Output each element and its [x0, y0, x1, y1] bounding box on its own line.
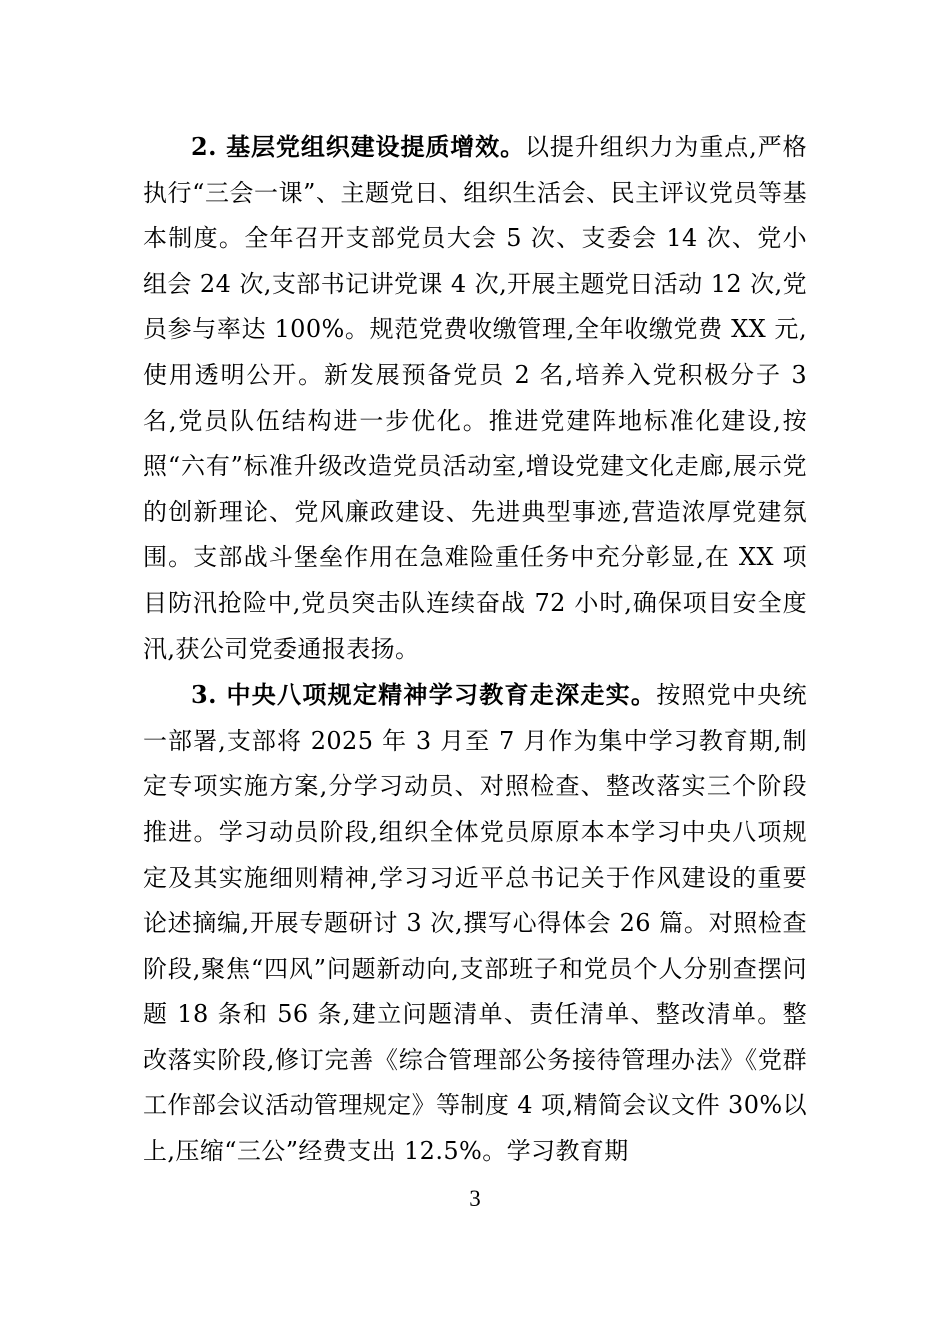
paragraph-text: 按照党中央统一部署,支部将 2025 年 3 月至 7 月作为集中学习教育期,制定专项实施方案,分学习动员、对照检查、整改落实三个阶段推进。学习动员阶段,组织全体党员原原本本学习中央八项规定及其实施细则精神,学习习近平总书记关于作风建设的重要论述摘编,开展专题研讨 3 次,撰写心得体会 26 篇。对照检查阶段,聚焦“四风”问题新动向,支部班子和党员个人分别查摆问题 18 条和 56 条,建立问题清单、责任清单、整改清单。整改落实阶段,修订完善《综合管理部公务接待管理办法》《党群工作部会议活动管理规定》等制度 4 项,精简会议文件 30%以上,压缩“三公”经费支出 12.5%。学习教育期: [143, 681, 807, 1166]
paragraph-heading: 2. 基层党组织建设提质增效。: [191, 132, 525, 161]
paragraph-eight-point-regulation: [143, 672, 807, 1175]
page-number: 3: [469, 1186, 481, 1211]
paragraph-grassroots-party-building: [143, 124, 807, 672]
paragraph-heading: 3. 中央八项规定精神学习教育走深走实。: [191, 680, 657, 710]
document-body: [143, 124, 807, 1175]
paragraph-text: 以提升组织力为重点,严格执行“三会一课”、主题党日、组织生活会、民主评议党员等基本制度。全年召开支部党员大会 5 次、支委会 14 次、党小组会 24 次,支部书记讲党课 4 次,开展主题党日活动 12 次,党员参与率达 100%。规范党费收缴管理,全年收缴党费 XX 元,使用透明公开。新发展预备党员 2 名,培养入党积极分子 3 名,党员队伍结构进一步优化。推进党建阵地标准化建设,按照“六有”标准升级改造党员活动室,增设党建文化走廊,展示党的创新理论、党风廉政建设、先进典型事迹,营造浓厚党建氛围。支部战斗堡垒作用在急难险重任务中充分彰显,在 XX 项目防汛抢险中,党员突击队连续奋战 72 小时,确保项目安全度汛,获公司党委通报表扬。: [143, 133, 807, 663]
